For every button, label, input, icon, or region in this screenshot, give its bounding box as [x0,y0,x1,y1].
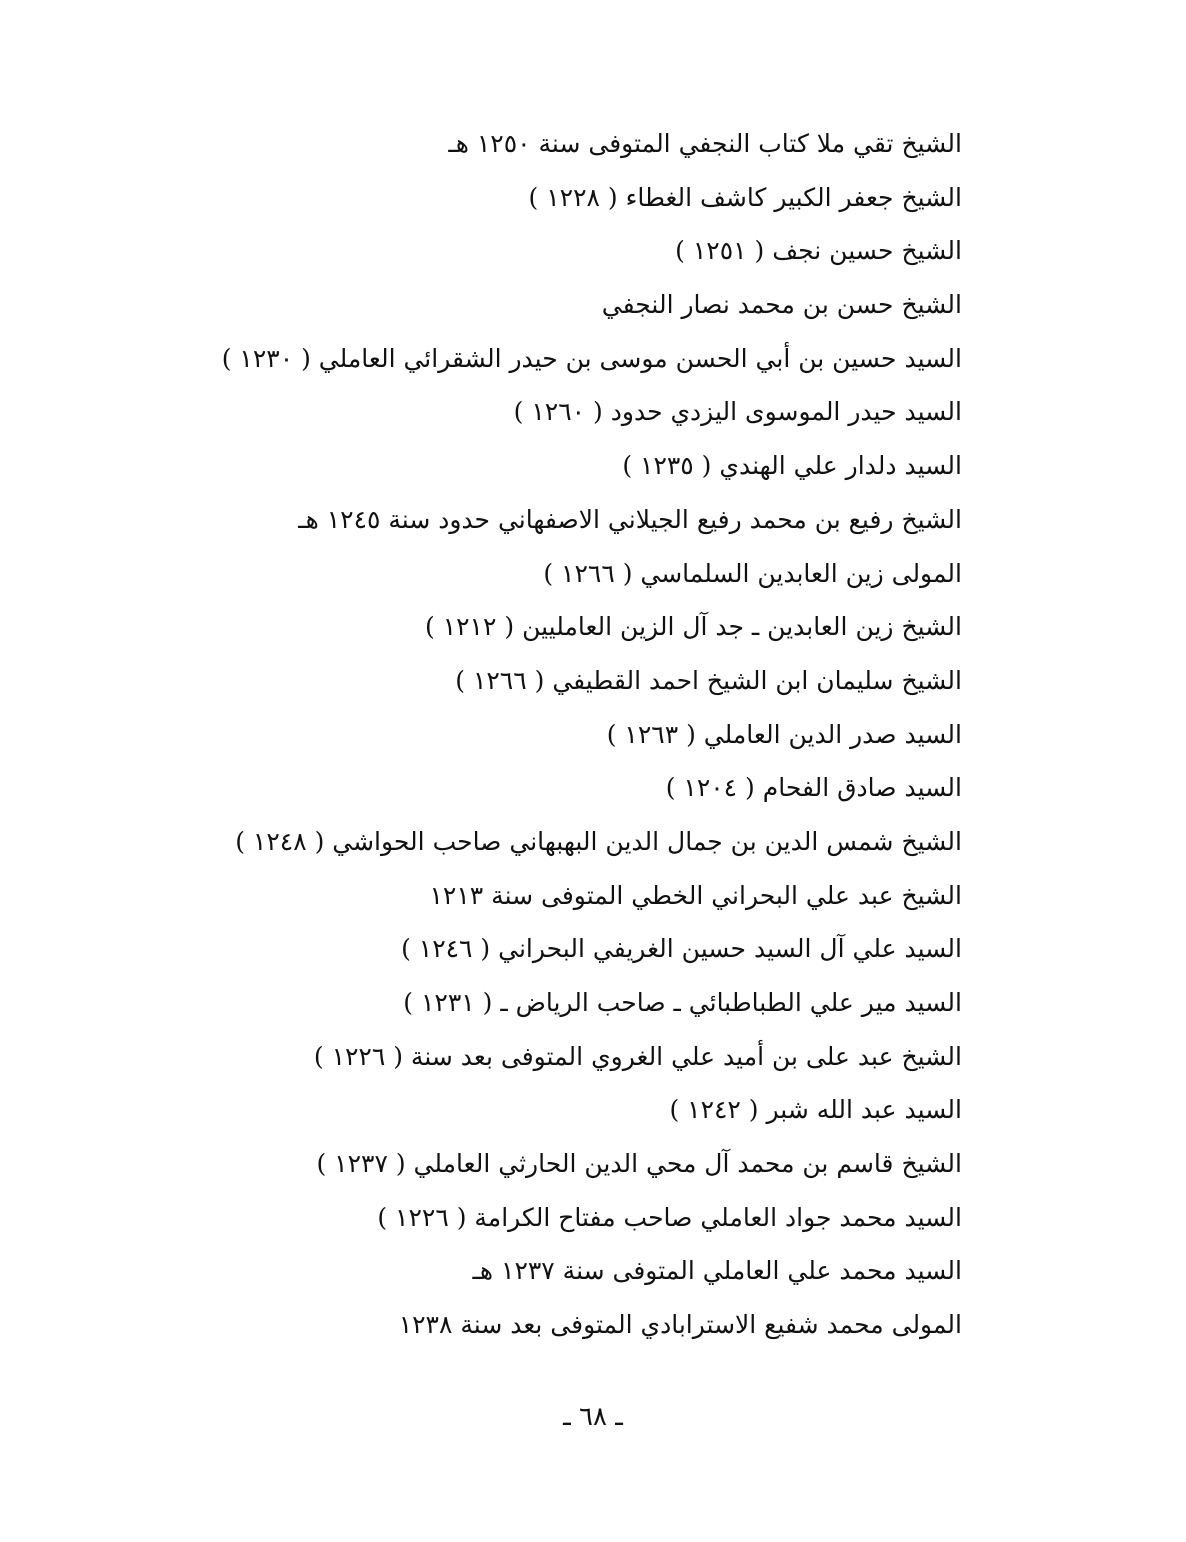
page-number: ـ ٦٨ ـ [563,1402,623,1432]
entry-line: المولى محمد شفيع الاسترابادي المتوفى بعد سنة ١٢٣٨ [398,1310,962,1340]
entry-line: الشيخ حسين نجف ( ١٢٥١ ) [675,236,962,266]
entry-line: الشيخ عبد على بن أميد علي الغروي المتوفى بعد سنة ( ١٢٢٦ ) [313,1041,962,1071]
entry-list [202,117,962,1352]
entry-line: الشيخ سليمان ابن الشيخ احمد القطيفي ( ١٢٦٦ ) [455,665,962,695]
entry-line: الشيخ شمس الدين بن جمال الدين البهبهاني صاحب الحواشي ( ١٢٤٨ ) [235,826,962,856]
entry-line: الشيخ تقي ملا كتاب النجفي المتوفى سنة ١٢٥٠ هـ [448,129,962,158]
entry-line: السيد دلدار علي الهندي ( ١٢٣٥ ) [622,451,962,481]
entry-line: الشيخ عبد علي البحراني الخطي المتوفى سنة ١٢١٣ [429,880,962,910]
entry-line: السيد محمد علي العاملي المتوفى سنة ١٢٣٧ هـ [472,1256,962,1286]
entry-line: السيد علي آل السيد حسين الغريفي البحراني ( ١٢٤٦ ) [401,934,962,964]
entry-line: السيد صادق الفحام ( ١٢٠٤ ) [665,773,962,803]
entry-line: السيد عبد الله شبر ( ١٢٤٢ ) [669,1095,962,1125]
entry-line: الشيخ حسن بن محمد نصار النجفي [601,290,962,320]
entry-line: السيد صدر الدين العاملي ( ١٢٦٣ ) [606,719,962,749]
entry-line: السيد حسين بن أبي الحسن موسى بن حيدر الشقرائي العاملي ( ١٢٣٠ ) [221,343,962,373]
entry-line: الشيخ زين العابدين ـ جد آل الزين العامليين ( ١٢١٢ ) [425,612,962,642]
entry-line: السيد حيدر الموسوى اليزدي حدود ( ١٢٦٠ ) [513,397,962,427]
entry-line: الشيخ قاسم بن محمد آل محي الدين الحارثي العاملي ( ١٢٣٧ ) [316,1149,962,1179]
entry-line: السيد محمد جواد العاملي صاحب مفتاح الكرامة ( ١٢٢٦ ) [377,1202,962,1232]
entry-line: الشيخ رفيع بن محمد رفيع الجيلاني الاصفهاني حدود سنة ١٢٤٥ هـ [298,504,962,534]
entry-line: السيد مير علي الطباطبائي ـ صاحب الرياض ـ ( ١٢٣١ ) [403,988,962,1017]
entry-line: المولى زين العابدين السلماسي ( ١٢٦٦ ) [543,558,962,588]
entry-line: الشيخ جعفر الكبير كاشف الغطاء ( ١٢٢٨ ) [528,182,962,212]
